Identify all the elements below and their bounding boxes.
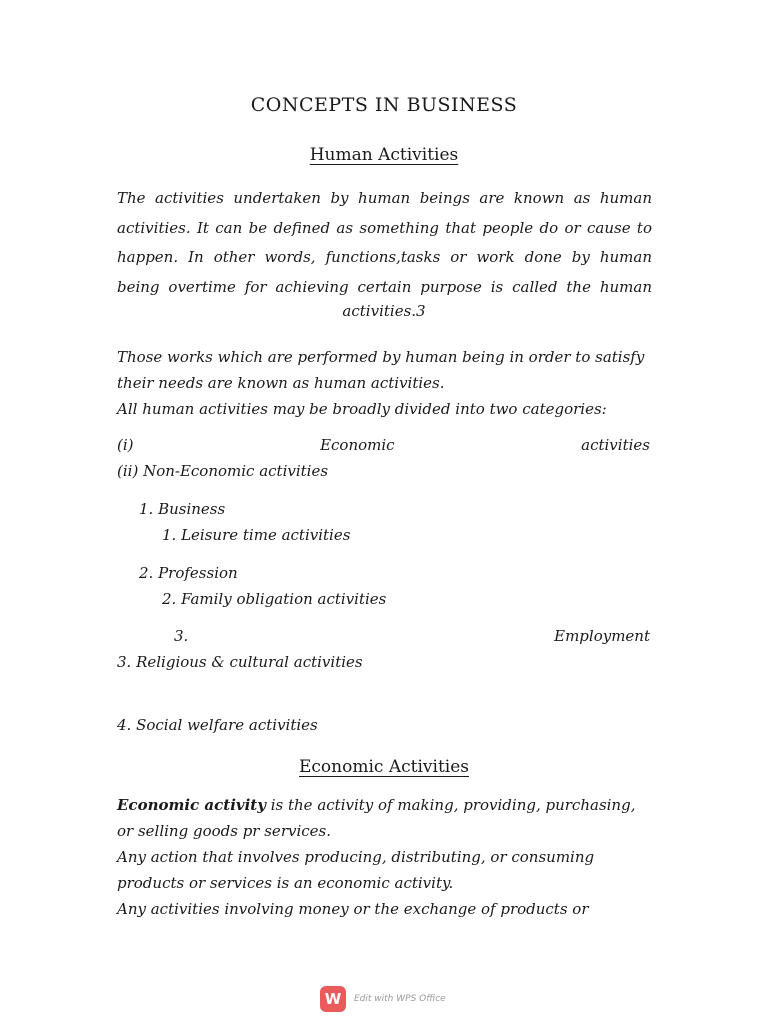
paragraph-line: Those works which are performed by human being in order to satisfy [117,348,645,366]
defined-term: Economic activity [117,796,266,814]
list-item: 2. Profession [139,564,238,582]
list-item: 2. Family obligation activities [162,590,387,608]
paragraph-line: Any activities involving money or the exchange of products or [117,900,589,918]
paragraph-line: their needs are known as human activities. [117,374,445,392]
category-number: (i) [117,436,134,454]
paragraph-line: products or services is an economic activity. [117,874,454,892]
paragraph-economic-activities [117,792,652,922]
list-item: 4. Social welfare activities [117,716,318,734]
section-heading-human-activities: Human Activities [309,145,459,165]
list-item: 1. Business [139,500,226,518]
list-item-number: 3. [174,627,189,645]
wps-logo-icon[interactable]: W [320,986,346,1012]
list-item: 1. Leisure time activities [162,526,351,544]
page-title: CONCEPTS IN BUSINESS [250,94,518,116]
paragraph-line: Any action that involves producing, distributing, or consuming [117,848,595,866]
paragraph-text: is the activity of making, providing, purchasing, [265,796,636,814]
paragraph-human-activities-definition-end: activities.3 [342,302,426,320]
category-economic [117,436,650,454]
category-non-economic: (ii) Non-Economic activities [117,462,329,480]
category-word: Economic [320,436,395,454]
wps-footer[interactable] [320,986,446,1012]
paragraph-human-activities-categories [117,344,652,422]
paragraph-line [117,792,652,818]
paragraph-line: All human activities may be broadly divided into two categories: [117,400,607,418]
list-item: Employment [554,627,650,645]
paragraph-line: or selling goods pr services. [117,822,331,840]
edit-with-wps-link[interactable]: Edit with WPS Office [354,994,446,1004]
paragraph-human-activities-definition: The activities undertaken by human beings are known as human activities. It can be defined as something that people do or cause to happen. In other words, functions,tasks or work done by human being overtime for achieving certain purpose is called the human [117,189,652,296]
section-heading-economic-activities: Economic Activities [299,757,469,777]
category-word: activities [581,436,650,454]
list-item: 3. Religious & cultural activities [117,653,363,671]
